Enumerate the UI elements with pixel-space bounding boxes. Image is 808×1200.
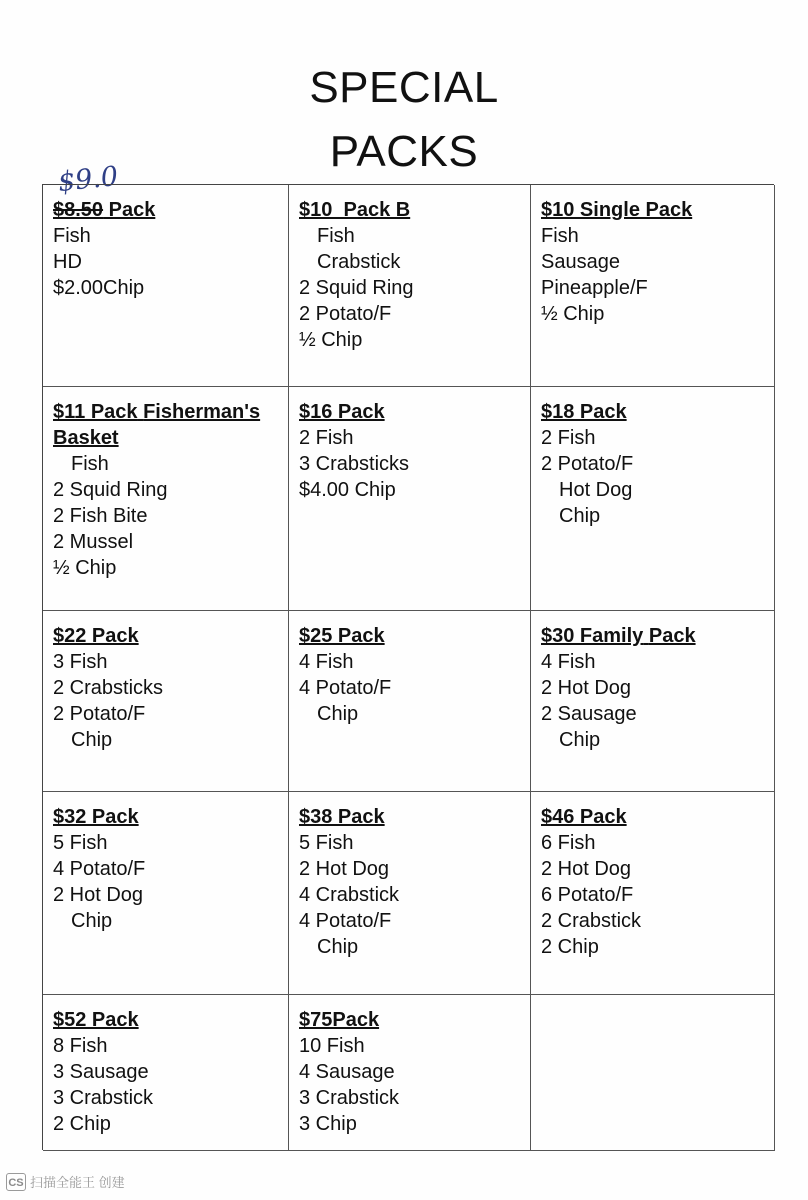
pack-cell-46 [531,792,775,995]
pack-item: 2 Chip [541,936,599,958]
pack-item: 4 Potato/F [299,910,392,932]
handwritten-price-note: $9.0 [56,160,120,199]
pack-heading: $30 Family Pack [541,625,696,647]
pack-item: 2 Squid Ring [299,277,414,299]
empty-cell [531,995,775,1151]
pack-heading: $10 Single Pack [541,199,693,221]
pack-item: 3 Crabstick [53,1087,154,1109]
pack-item: 2 Hot Dog [299,858,390,880]
pack-item: 3 Chip [299,1113,357,1135]
pack-heading-line-2: Basket [53,427,119,449]
pack-item: 3 Sausage [53,1061,149,1083]
pack-cell-11-fishermans-basket [43,387,289,611]
pack-item: Crabstick [317,251,401,273]
pack-heading: $10 Pack B [299,199,411,221]
pack-item: 3 Crabstick [299,1087,400,1109]
pack-item: $2.00Chip [53,277,145,299]
pack-item: 6 Fish [541,832,596,854]
pack-heading: $25 Pack [299,625,385,647]
pack-cell-22 [43,611,289,792]
pack-cell-10-b [289,185,531,387]
pack-heading: $38 Pack [299,806,385,828]
pack-item: 2 Potato/F [53,703,146,725]
pack-item: 4 Potato/F [299,677,392,699]
pack-item: Chip [317,936,359,958]
pack-heading: $16 Pack [299,401,385,423]
pack-item: 4 Fish [541,651,596,673]
scanner-watermark [6,1172,125,1191]
pack-item: Chip [317,703,359,725]
pack-heading: $75Pack [299,1009,380,1031]
pack-item: 2 Hot Dog [541,677,632,699]
pack-cell-38 [289,792,531,995]
packs-table [42,184,774,1150]
pack-item: Hot Dog [559,479,633,501]
pack-cell-30-family [531,611,775,792]
pack-item: 2 Fish [541,427,596,449]
pack-item: 2 Potato/F [541,453,634,475]
pack-cell-18 [531,387,775,611]
pack-item: 2 Crabsticks [53,677,164,699]
pack-item: 4 Crabstick [299,884,400,906]
camscanner-logo-icon: CS [6,1173,26,1191]
pack-item: 2 Squid Ring [53,479,168,501]
pack-item: 2 Crabstick [541,910,642,932]
pack-item: 2 Potato/F [299,303,392,325]
pack-item: Chip [559,505,601,527]
pack-cell-32 [43,792,289,995]
pack-heading: $8.50 Pack [53,199,156,221]
pack-heading: $22 Pack [53,625,139,647]
pack-item: ½ Chip [541,303,605,325]
pack-item: $4.00 Chip [299,479,396,501]
pack-cell-8-50 [43,185,289,387]
pack-item: 2 Chip [53,1113,111,1135]
pack-item: 4 Sausage [299,1061,395,1083]
pack-item: 4 Potato/F [53,858,146,880]
pack-item: 8 Fish [53,1035,108,1057]
pack-cell-10-single [531,185,775,387]
pack-item: ½ Chip [299,329,363,351]
pack-item: 5 Fish [53,832,108,854]
pack-item: Fish [541,225,579,247]
pack-item: 6 Potato/F [541,884,634,906]
pack-item: ½ Chip [53,557,117,579]
pack-item: 2 Hot Dog [53,884,144,906]
pack-item: Fish [53,225,91,247]
pack-item: 4 Fish [299,651,354,673]
pack-item: 2 Sausage [541,703,637,725]
pack-item: 2 Mussel [53,531,134,553]
pack-item: 2 Fish [299,427,354,449]
pack-item: 3 Crabsticks [299,453,410,475]
pack-heading: $11 Pack Fisherman's [53,401,261,423]
pack-item: 2 Hot Dog [541,858,632,880]
pack-item: HD [53,251,82,273]
pack-item: 5 Fish [299,832,354,854]
pack-item: 2 Fish Bite [53,505,148,527]
pack-item: Fish [317,225,355,247]
pack-cell-52 [43,995,289,1151]
pack-cell-75 [289,995,531,1151]
page-title-line-1: SPECIAL [309,63,499,112]
struck-price: $8.50 [53,199,104,221]
pack-item: Chip [71,910,113,932]
pack-heading: $52 Pack [53,1009,139,1031]
pack-heading: $46 Pack [541,806,627,828]
pack-heading: $32 Pack [53,806,139,828]
pack-item: Chip [559,729,601,751]
pack-cell-16 [289,387,531,611]
watermark-text: 扫描全能王 创建 [30,1175,125,1190]
pack-item: 3 Fish [53,651,108,673]
pack-item: Pineapple/F [541,277,648,299]
pack-item: Sausage [541,251,620,273]
pack-item: Chip [71,729,113,751]
pack-heading: $18 Pack [541,401,627,423]
page-title-line-2: PACKS [329,127,479,176]
pack-cell-25 [289,611,531,792]
pack-item: 10 Fish [299,1035,365,1057]
pack-item: Fish [71,453,109,475]
